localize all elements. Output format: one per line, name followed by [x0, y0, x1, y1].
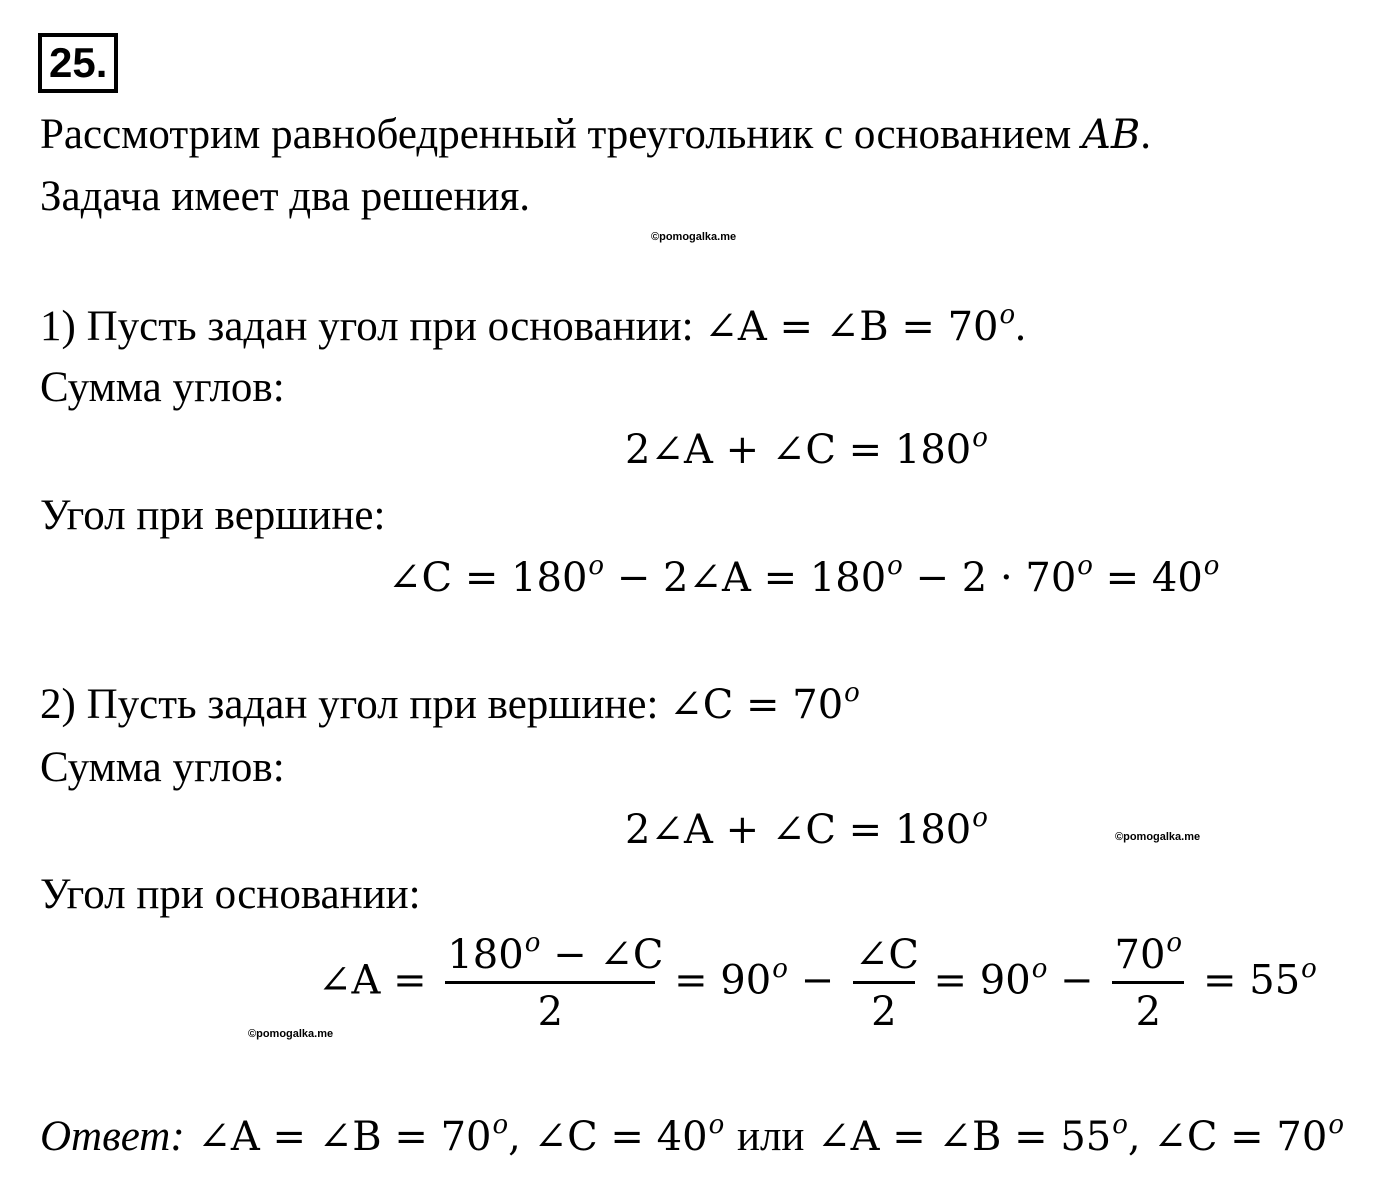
case1-vertex-equation: ∠C = $180^o$ − 2∠A = $180^o - 2 \cdot 70^o = 40^o$	[388, 551, 1220, 601]
case1-heading-text: 1) Пусть задан угол при основании:	[40, 303, 694, 350]
watermark: ©pomogalka.me	[651, 231, 737, 243]
case2-heading-math: ∠C = $70^o$	[669, 678, 860, 728]
intro-period: .	[1140, 111, 1151, 158]
case2-base-equation: ∠A = $\frac{180^o - \angle C}{2}$ = $90^o$ − $\frac{\angle C}{2}$ = $90^o$ − $\frac{70^o}{2}$ = $55^o$	[318, 928, 1317, 1035]
case1-heading-math: ∠A = ∠B = $70^o$	[704, 300, 1016, 350]
intro-line-2: Задача имеет два решения.	[40, 173, 531, 220]
case1-heading	[40, 300, 1026, 350]
case2-sum-equation: 2∠A + ∠C = $180^o$	[625, 803, 988, 853]
case2-heading-text: 2) Пусть задан угол при вершине:	[40, 681, 659, 728]
fraction-3: $\frac{70^o}{2}$	[1112, 935, 1184, 1032]
answer-label: Ответ:	[40, 1113, 185, 1160]
lhs: ∠A =	[318, 957, 427, 1004]
case1-vertex-label: Угол при вершине:	[40, 492, 386, 539]
case2-base-label: Угол при основании:	[40, 871, 421, 918]
base-var: AB	[1081, 112, 1141, 158]
intro-text: Рассмотрим равнобедренный треугольник с основанием	[40, 111, 1072, 158]
case2-heading	[40, 678, 860, 728]
fraction-1: $\frac{180^o - \angle C}{2}$	[447, 928, 664, 1035]
case1-heading-period: .	[1015, 303, 1026, 350]
answer-line: Ответ: ∠A = ∠B = $70^o$, ∠C = $40^o$ или ∠A = ∠B = $55^o$, ∠C = $70^o$	[40, 1110, 1344, 1160]
case1-sum-equation: 2∠A + ∠C = $180^o$	[625, 423, 988, 473]
intro-line-1	[40, 113, 1151, 156]
problem-number: 25.	[38, 33, 118, 93]
watermark: ©pomogalka.me	[1115, 831, 1201, 843]
fraction-2: $\frac{\angle C}{2}$	[854, 932, 919, 1035]
watermark: ©pomogalka.me	[248, 1028, 334, 1040]
case2-sum-label: Сумма углов:	[40, 744, 285, 791]
case1-sum-label: Сумма углов:	[40, 364, 285, 411]
answer-or: или	[736, 1113, 805, 1160]
